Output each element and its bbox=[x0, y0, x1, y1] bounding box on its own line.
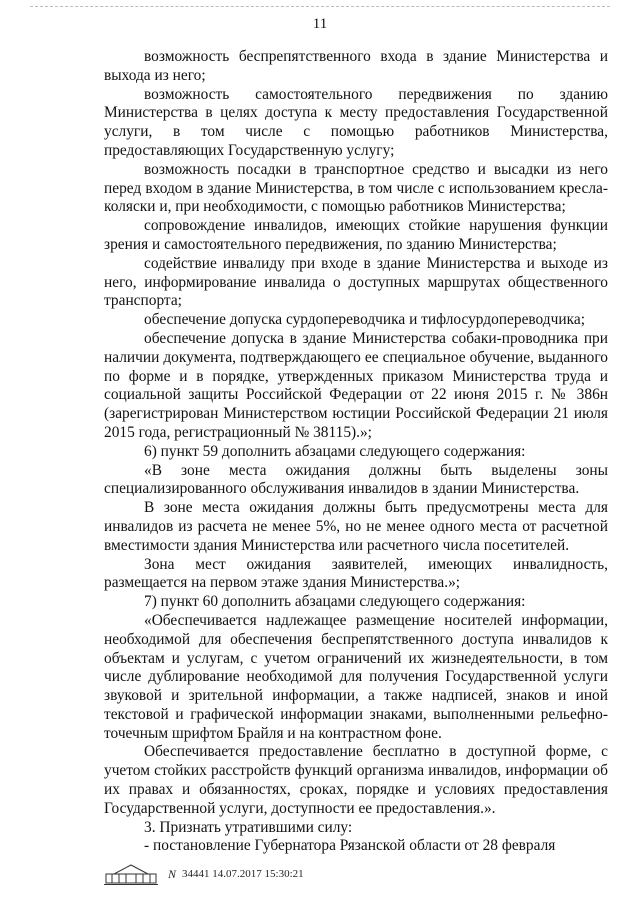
paragraph: обеспечение допуска сурдопереводчика и тифлосурдопереводчика; bbox=[144, 311, 585, 329]
paragraph: возможность беспрепятственного входа в здание Министерства и выхода из него; bbox=[104, 48, 608, 84]
paragraph: 3. Признать утратившими силу: bbox=[144, 818, 353, 836]
government-building-icon bbox=[104, 862, 158, 886]
paragraph: Зона мест ожидания заявителей, имеющих инвалидность, размещается на первом этаже здания Министерства.»; bbox=[104, 555, 608, 592]
paragraph: содействие инвалиду при входе в здание Министерства и выходе из него, информирование инвалида о доступных маршрутах общественного транспорта; bbox=[104, 254, 608, 310]
paragraph: «Обеспечивается надлежащее размещение носителей информации, необходимой для обеспечения беспрепятственного доступа инвалидов к объектам и услугам, с учетом ограничений их жизнедеятельности, в том числе дублирование необходимой для получения Государственной услуги звуковой и зрительной информации, а также надписей, знаков и иной текстовой и графической информации знаками, выполненными рельефно-точечным шрифтом Брайля и на контрастном фоне. bbox=[104, 611, 608, 742]
paragraph: обеспечение допуска в здание Министерства собаки-проводника при наличии документа, подтверждающего ее специальное обучение, выданного по форме и в порядке, утвержденных приказом Министерства труда и социальной защиты Российской Федерации от 22 июня 2015 г. № 386н (зарегистрирован Министерством юстиции Российской Федерации 21 июля 2015 года, регистрационный № 38115).»; bbox=[104, 329, 608, 441]
paragraph: возможность самостоятельного передвижения по зданию Министерства в целях доступа к месту предоставления Государственной услуги, в том числе с помощью работников Министерства, предоставляющих Государственную услугу; bbox=[104, 85, 608, 159]
paragraph: 6) пункт 59 дополнить абзацами следующего содержания: bbox=[144, 442, 526, 460]
paragraph: 7) пункт 60 дополнить абзацами следующего содержания: bbox=[144, 593, 526, 611]
paragraph: Обеспечивается предоставление бесплатно в доступной форме, с учетом стойких расстройств функций организма инвалидов, информации об их правах и обязанностях, сроках, порядке и условиях предоставления Государственной услуги, доступности ее предоставления.». bbox=[104, 743, 608, 817]
paragraph: возможность посадки в транспортное средство и высадки из него перед входом в здание Министерства, в том числе с использованием кресла-коляски и, при необходимости, с помощью работников Министерства; bbox=[104, 160, 608, 216]
registration-footer bbox=[104, 862, 304, 886]
paragraph: «В зоне места ожидания должны быть выделены зоны специализированного обслуживания инвалидов в здании Министерства. bbox=[104, 461, 608, 498]
registration-stamp: 34441 14.07.2017 15:30:21 bbox=[182, 868, 304, 880]
page-number: 11 bbox=[312, 16, 328, 32]
paragraph: сопровождение инвалидов, имеющих стойкие нарушения функции зрения и самостоятельного передвижения, по зданию Министерства; bbox=[104, 217, 608, 253]
paragraph: В зоне места ожидания должны быть предусмотрены места для инвалидов из расчета не менее 5%, но не менее одного места от расчетной вместимости здания Министерства или расчетного числа посетителей. bbox=[104, 499, 608, 554]
stamp-mark: N bbox=[168, 866, 177, 881]
document-body bbox=[104, 48, 608, 856]
scan-edge-line bbox=[30, 6, 610, 7]
paragraph: - постановление Губернатора Рязанской области от 28 февраля bbox=[144, 837, 556, 855]
